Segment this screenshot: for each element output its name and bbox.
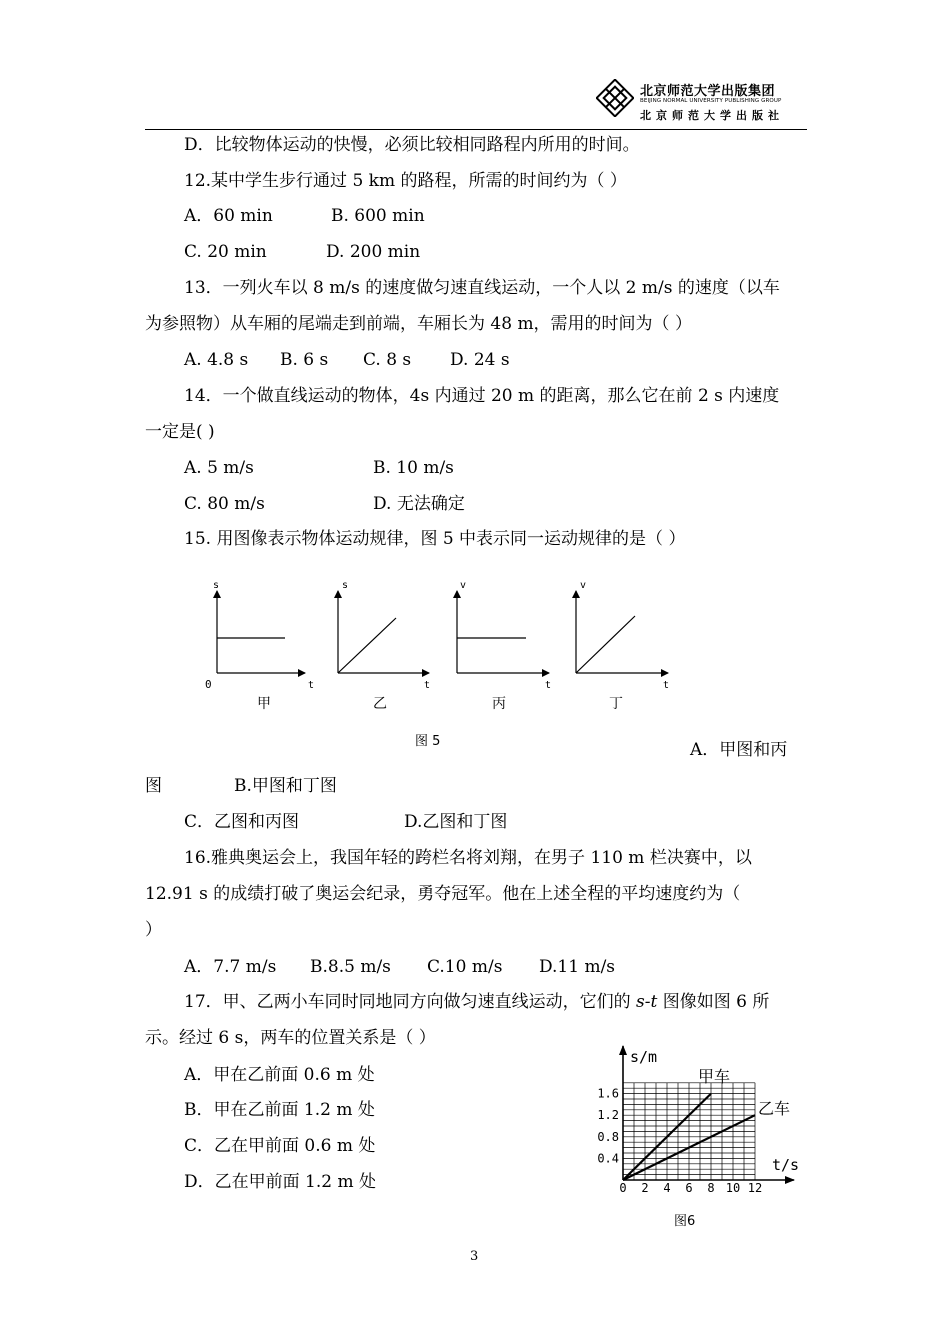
graph-jia-xlabel: t <box>308 680 315 691</box>
q13-stem-line1: 13．一列火车以 8 m/s 的速度做匀速直线运动，一个人以 2 m/s 的速度（以车 <box>184 278 780 298</box>
q14-option-b: B. 10 m/s <box>373 458 454 478</box>
x-tick-label: 12 <box>747 1181 763 1195</box>
q16-stem-line1: 16.雅典奥运会上，我国年轻的跨栏名将刘翔，在男子 110 m 栏决赛中，以 <box>184 848 752 868</box>
x-tick-label: 4 <box>663 1181 671 1195</box>
y-tick-label: 0.8 <box>597 1129 619 1144</box>
q12-option-d: D. 200 min <box>326 242 421 262</box>
graph-ding-ylabel: v <box>580 580 587 591</box>
publisher-name-en: BEIJING NORMAL UNIVERSITY PUBLISHING GROUP <box>640 98 782 104</box>
x-tick-label: 10 <box>725 1181 741 1195</box>
q15-option-c: C．乙图和丙图 <box>184 812 300 832</box>
q17-option-d: D．乙在甲前面 1.2 m 处 <box>184 1172 376 1192</box>
q15-option-d: D.乙图和丁图 <box>404 812 508 832</box>
q15-option-a-cont: 图 <box>145 776 162 796</box>
graph-yi-name: 乙 <box>373 696 387 712</box>
q11-option-d: D．比较物体运动的快慢，必须比较相同路程内所用的时间。 <box>184 135 640 155</box>
y-tick-label: 0.4 <box>597 1151 619 1166</box>
graph-bing-name: 丙 <box>492 696 506 712</box>
q13-stem-line2: 为参照物）从车厢的尾端走到前端，车厢长为 48 m，需用的时间为（ ） <box>145 314 692 334</box>
q14-option-a: A. 5 m/s <box>184 458 254 478</box>
page-number: 3 <box>470 1249 479 1264</box>
graph-yi <box>338 580 430 712</box>
x-tick-label: 6 <box>685 1181 693 1195</box>
graph-jia-origin: 0 <box>205 678 212 691</box>
q17-option-c: C．乙在甲前面 0.6 m 处 <box>184 1136 376 1156</box>
q17-stem-text-b: 图像如图 6 所 <box>657 992 770 1012</box>
q13-option-d: D. 24 s <box>450 350 510 370</box>
q17-stem-line1 <box>184 991 769 1013</box>
publisher-name-cn: 北京师范大学出版集团 <box>640 84 776 99</box>
q16-option-c: C.10 m/s <box>427 957 503 977</box>
y-tick-label: 1.6 <box>597 1086 619 1101</box>
q12-option-c: C. 20 min <box>184 242 267 262</box>
graph-ding-xlabel: t <box>663 680 670 691</box>
figure5-caption: 图 5 <box>415 734 441 749</box>
graph-yi-line <box>338 618 396 673</box>
x-tick-label: 0 <box>619 1181 627 1195</box>
figure6-caption: 图6 <box>674 1214 696 1229</box>
q17-stem-line2: 示。经过 6 s，两车的位置关系是（ ） <box>145 1028 436 1048</box>
q16-option-d: D.11 m/s <box>539 957 616 977</box>
publisher-name-cn2: 北京师范大学出版社 <box>640 109 784 122</box>
q13-option-a: A. 4.8 s <box>184 350 249 370</box>
q14-option-d: D. 无法确定 <box>373 494 465 514</box>
q12-option-b: B. 600 min <box>331 206 425 226</box>
series-label-yi: 乙车 <box>758 1099 791 1118</box>
q15-stem: 15. 用图像表示物体运动规律，图 5 中表示同一运动规律的是（ ） <box>184 529 686 549</box>
q12-stem: 12.某中学生步行通过 5 km 的路程，所需的时间约为（ ） <box>184 171 627 191</box>
header-rule <box>145 129 807 130</box>
figure6-chart <box>580 1040 810 1200</box>
q14-stem-line2: 一定是( ) <box>145 422 215 442</box>
q16-option-b: B.8.5 m/s <box>310 957 391 977</box>
graph-ding <box>576 580 669 712</box>
q13-option-b: B. 6 s <box>280 350 329 370</box>
x-tick-label: 2 <box>641 1181 649 1195</box>
graph-jia-ylabel: s <box>213 580 220 591</box>
q17-option-a: A．甲在乙前面 0.6 m 处 <box>184 1065 375 1085</box>
q17-st-symbol: s-t <box>636 992 658 1012</box>
q14-option-c: C. 80 m/s <box>184 494 265 514</box>
series-label-jia: 甲车 <box>698 1067 731 1086</box>
q16-option-a: A．7.7 m/s <box>184 957 277 977</box>
q12-option-a: A．60 min <box>184 206 273 226</box>
q16-stem-line2: 12.91 s 的成绩打破了奥运会纪录，勇夺冠军。他在上述全程的平均速度约为（ <box>145 884 741 904</box>
chart-xlabel: t/s <box>772 1156 800 1174</box>
graph-jia <box>205 580 314 712</box>
figure5 <box>195 575 685 715</box>
graph-bing <box>457 580 551 712</box>
y-tick-label: 1.2 <box>597 1108 619 1123</box>
graph-jia-name: 甲 <box>257 696 271 712</box>
q14-stem-line1: 14．一个做直线运动的物体，4s 内通过 20 m 的距离，那么它在前 2 s 内速度 <box>184 386 780 406</box>
graph-bing-ylabel: v <box>460 580 467 591</box>
q13-option-c: C. 8 s <box>363 350 412 370</box>
q17-stem-text-a: 17．甲、乙两小车同时同地同方向做匀速直线运动，它们的 <box>184 992 637 1012</box>
graph-ding-name: 丁 <box>609 696 623 712</box>
q17-option-b: B．甲在乙前面 1.2 m 处 <box>184 1100 375 1120</box>
publisher-logo-icon <box>596 79 634 117</box>
graph-bing-xlabel: t <box>545 680 552 691</box>
graph-yi-xlabel: t <box>424 680 431 691</box>
x-tick-label: 8 <box>707 1181 715 1195</box>
chart-ylabel: s/m <box>630 1048 658 1066</box>
q15-option-a: A．甲图和丙 <box>690 740 788 760</box>
q16-stem-line3: ） <box>145 920 162 940</box>
graph-yi-ylabel: s <box>342 580 349 591</box>
q15-option-b: B.甲图和丁图 <box>234 776 337 796</box>
graph-ding-line <box>576 616 635 673</box>
